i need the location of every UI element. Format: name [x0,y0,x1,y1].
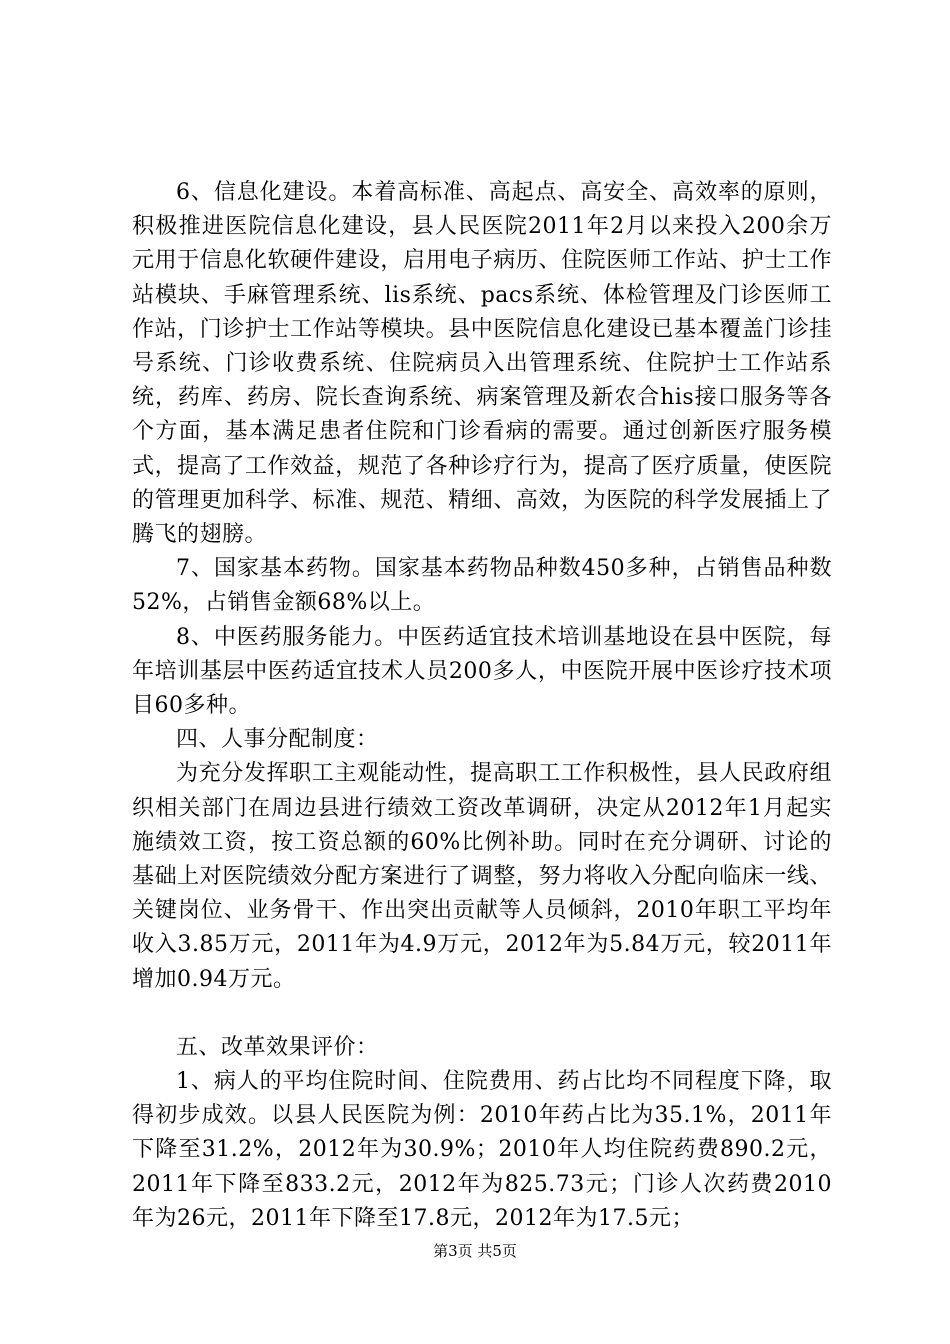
section-heading-personnel: 四、人事分配制度： [176,727,379,753]
paragraph-spacer [132,997,832,1031]
section-heading-evaluation: 五、改革效果评价： [176,1034,379,1060]
paragraph-tcm-capacity: 8、中医药服务能力。中医药适宜技术培训基地设在县中医院，每年培训基层中医药适宜技术人员200多人，中医院开展中医诊疗技术项目60多种。 [132,624,832,719]
document-body [132,176,832,1236]
page-number-footer: 第3页 共5页 [433,1242,517,1260]
paragraph-performance-pay: 为充分发挥职工主观能动性，提高职工工作积极性，县人民政府组织相关部门在周边县进行绩效工资改革调研，决定从2012年1月起实施绩效工资，按工资总额的60%比例补助。同时在充分调研、讨论的基础上对医院绩效分配方案进行了调整，努力将收入分配向临床一线、关键岗位、业务骨干、作出突出贡献等人员倾斜，2010年职工平均年收入3.85万元，2011年为4.9万元，2012年为5.84万元，较2011年增加0.94万元。 [132,761,832,992]
paragraph-essential-drugs: 7、国家基本药物。国家基本药物品种数450多种，占销售品种数52%，占销售金额68%以上。 [132,556,832,616]
paragraph-informatization: 6、信息化建设。本着高标准、高起点、高安全、高效率的原则，积极推进医院信息化建设，县人民医院2011年2月以来投入200余万元用于信息化软硬件建设，启用电子病历、住院医师工作站、护士工作站模块、手麻管理系统、lis系统、pacs系统、体检管理及门诊医师工作站，门诊护士工作站等模块。县中医院信息化建设已基本覆盖门诊挂号系统、门诊收费系统、住院病员入出管理系统、住院护士工作站系统，药库、药房、院长查询系统、病案管理及新农合his接口服务等各个方面，基本满足患者住院和门诊看病的需要。通过创新医疗服务模式，提高了工作效益，规范了各种诊疗行为，提高了医疗质量，使医院的管理更加科学、标准、规范、精细、高效，为医院的科学发展插上了腾飞的翅膀。 [132,180,832,548]
paragraph-evaluation-1: 1、病人的平均住院时间、住院费用、药占比均不同程度下降，取得初步成效。以县人民医院为例：2010年药占比为35.1%，2011年下降至31.2%，2012年为30.9%；2010年人均住院药费890.2元，2011年下降至833.2元，2012年为825.73元；门诊人次药费2010年为26元，2011年下降至17.8元，2012年为17.5元； [132,1069,832,1231]
